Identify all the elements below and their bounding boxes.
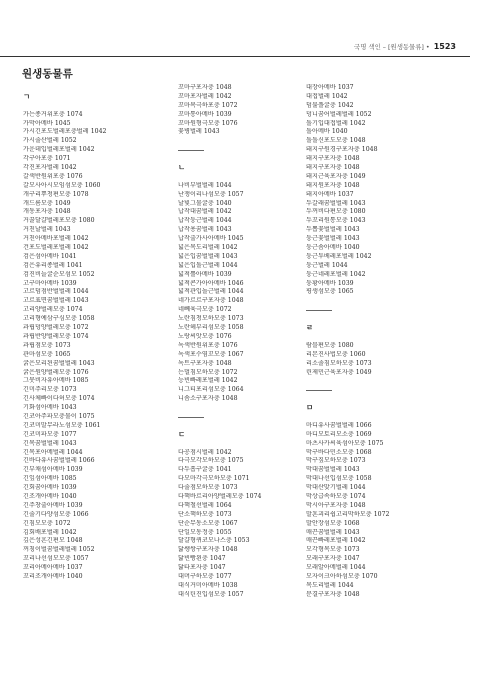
index-entry: 대식거미아메바 1038 [178,581,238,589]
index-entry: 꺼칭이벌꿈벌레벌레 1052 [23,546,95,554]
index-entry: 넓적관입놀근벌레 1044 [178,288,244,296]
index-entry: 다극모각모하모충 1075 [178,457,244,465]
index-entry: 꼬마통아메바 1039 [178,110,232,118]
index-entry: 모래구포자충 1047 [306,555,360,563]
index-entry: 돼지아메바 1037 [306,190,354,198]
index-entry: 막상급속하모충 1074 [306,492,366,500]
index-entry: 돼지구포자충 1048 [306,164,360,172]
index-entry: 대접벌레 1042 [306,92,348,100]
index-entry: 꼬리아메아메바 1037 [23,564,83,572]
index-entry: 긴목포아메벌레 1044 [23,448,83,456]
index-entry: 둥황아메바 1039 [306,279,354,287]
index-entry: 넓적콘가아아메바 1046 [178,279,244,287]
index-entry: 난쟁이리나섬모충 1057 [178,190,244,198]
index-entry: 검은섬아메바 1041 [23,252,77,260]
index-entry: 리소졸침모하모충 1073 [306,359,372,367]
section-letter: ㄹ [306,323,314,333]
section-letter: ㄷ [178,429,186,439]
index-entry: 마츠사카씨육섬아모충 1075 [306,439,384,447]
spacer [178,440,298,449]
spacer [306,377,426,386]
index-entry: 둥근꽃벌벌레 1043 [306,235,360,243]
index-entry: 둥근투베레포벌레 1042 [306,252,372,260]
page-title: 원생동물류 [22,68,73,80]
index-entry: 능빈빠레포벌레 1042 [178,377,238,385]
index-entry: 다핵철선벌레 1064 [178,501,232,509]
index-entry: 과립반양벌레모충 1074 [23,332,89,340]
index-column-3 [306,84,426,600]
index-entry: 거친아메바포벌레 1042 [23,235,89,243]
index-entry: 닮타포자충 1047 [178,564,226,572]
index-entry: 갈모사아시모임섬모충 1060 [23,181,101,189]
index-entry: 긴잎섬아메바 1085 [23,475,77,483]
index-entry: 다모마각극모하모충 1071 [178,475,250,483]
index-entry: 과립점모충 1073 [23,341,71,349]
index-entry: 갈색반원위포충 1076 [23,172,83,180]
index-entry: 덤불플굴충 1042 [306,101,354,109]
index-entry: 대식틴진입섬모충 1057 [178,590,244,598]
index-entry: 납작출가사아메바 1045 [178,235,244,243]
index-entry: 녹색반원위포충 1076 [178,341,238,349]
spacer [178,404,298,413]
index-entry: 람블편모충 1080 [306,341,354,349]
index-entry: 돼지구원경구포자충 1048 [306,146,378,154]
index-entry: 막대산맞기벌레 1044 [306,484,366,492]
index-entry: 고르덤점반벌벌레 1044 [23,288,89,296]
spacer [23,102,143,111]
index-entry: 고리형예삼구심모충 1058 [23,315,95,323]
index-entry: 막대나선입섬모충 1058 [306,475,372,483]
index-entry: 닮쌩쌍구포자충 1048 [178,546,238,554]
index-entry: 긴코미말무라노섬모충 1061 [23,421,101,429]
index-entry: 긴목꿈벌벌레 1043 [23,439,77,447]
index-entry: 는멀침모하모충 1072 [178,368,238,376]
index-entry: 두꼬리원통모충 1043 [306,217,366,225]
index-entry: 과립덩양벌레모충 1072 [23,324,89,332]
index-entry: 검은유리종벌레 1041 [23,261,83,269]
index-entry: 노란침청모하모충 1073 [178,315,244,323]
index-entry: 린제민근육포자충 1049 [306,368,372,376]
index-entry: 노란헤부리섬모충 1058 [178,324,244,332]
spacer [178,173,298,182]
index-entry: 꽃병벌레 1043 [178,128,220,136]
index-entry: 가막아메바 1045 [23,119,71,127]
section-divider [306,306,426,315]
index-entry: 단소핵하모충 1073 [178,510,232,518]
index-entry: 둥근벌레 1044 [306,261,348,269]
index-entry: 다핵바르리아양벌레모충 1074 [178,492,262,500]
index-entry: 꼬마원형극모충 1076 [178,119,238,127]
running-header-text: 국명 색인 – [원생동물류] [354,43,424,51]
index-entry: 두뽑꽃벌벌레 1043 [306,226,360,234]
index-entry: 모래알아메벌레 1044 [306,564,366,572]
index-entry: 각진포자벌레 1042 [23,164,77,172]
spacer [306,315,426,324]
index-entry: 두갈래꿈벌벌레 1043 [306,199,366,207]
index-entry: 꼬리조개아메바 1040 [23,572,83,580]
index-entry: 긴조개아메바 1040 [23,492,77,500]
index-entry: 마디모토리모소충 1069 [306,430,372,438]
index-entry: 꼬마포자벌레 1042 [178,92,232,100]
section-letter: ㅁ [306,403,314,413]
index-entry: 목도리벌레 1044 [306,581,354,589]
index-entry: 넓은입돌근벌레 1044 [178,261,238,269]
index-entry: 매끈빠레포벌레 1042 [306,537,366,545]
index-entry: 김회배포벌레 1042 [23,528,77,536]
index-column-2 [178,84,298,600]
running-header: 국명 색인 – [원생동물류] • 1523 [354,42,456,51]
spacer [178,155,298,164]
index-entry: 니솜소구포자충 1048 [178,395,238,403]
index-entry: 다줄점모하모충 1073 [178,484,238,492]
index-entry: 긴부채섬아메바 1039 [23,466,83,474]
index-entry: 고르표면꿈벌벌레 1043 [23,297,89,305]
header-rule [0,56,470,57]
index-entry: 다두흡구굴충 1041 [178,466,232,474]
index-entry: 굵은모리된꿈벌벌레 1043 [23,359,95,367]
index-entry: 긴코아주파모충물이 1075 [23,412,95,420]
index-entry: 날빛그물굴충 1040 [178,199,232,207]
index-entry: 납작둥근벌레 1044 [178,217,232,225]
index-entry: 막구바다민소모충 1068 [306,448,372,456]
index-entry: 건포도벌레포벌레 1042 [23,244,89,252]
index-entry: 그뭇비자유아메바 1085 [23,377,89,385]
index-entry: 말혼괴리쉽고리막하모충 1072 [306,510,390,518]
index-entry: 막구짚모하모충 1073 [306,457,366,465]
index-entry: 막시아구포자충 1048 [306,501,366,509]
index-entry: 단순무동소모충 1067 [178,519,238,527]
index-entry: 긴코미파모충 1077 [23,430,77,438]
index-entry: 모자이크아하섬모충 1070 [306,572,378,580]
index-entry: 나비부벌벌레 1044 [178,181,232,189]
index-entry: 돼지원포자충 1048 [306,181,360,189]
index-entry: 꼬마복극하포충 1072 [178,101,238,109]
index-entry: 대머구하모충 1077 [178,572,232,580]
index-entry: 넓은입꿈벌벌레 1043 [178,252,238,260]
section-divider [178,413,298,422]
spacer [306,297,426,306]
index-entry: 가는종거위포충 1074 [23,110,83,118]
spacer [306,413,426,422]
index-entry: 대장아메바 1037 [306,84,354,91]
index-entry: 돌아메바 1040 [306,128,348,136]
index-entry: 노랑씨앗모충 1076 [178,332,232,340]
index-entry: 꼬마구포자충 1048 [178,84,232,91]
index-entry: 납작용꿈벌레 1043 [178,226,232,234]
index-entry: 거친날벌레 1043 [23,226,71,234]
index-entry: 가시줄산벌레 1052 [23,137,77,145]
index-entry: 말안장섬모충 1068 [306,519,360,527]
index-entry: 덩니꿈어벌레벌레 1052 [306,110,372,118]
index-entry: 돼지근육포자충 1049 [306,172,366,180]
index-entry: 개동포자충 1048 [23,208,71,216]
index-entry: 둥근네레포벌레 1042 [306,270,366,278]
index-entry: 매끈꿈벌벌레 1043 [306,528,360,536]
spacer [306,395,426,404]
index-entry: 긴회꿈아메바 1039 [23,484,77,492]
index-entry: 닮빈빵왼충 1047 [178,555,226,563]
spacer [178,422,298,431]
index-entry: 막대꿈벌벌레 1043 [306,466,360,474]
spacer [23,84,143,93]
section-divider [178,146,298,155]
index-entry: 다공점시벌레 1042 [178,448,232,456]
index-entry: 긴사체빠이다허모충 1074 [23,395,95,403]
page-number: 1523 [433,42,456,51]
index-entry: 납작대꿈벌레 1042 [178,208,232,216]
index-entry: 문결구포자충 1048 [306,590,360,598]
section-letter: ㄴ [178,163,186,173]
index-entry: 돼지구포자충 1048 [306,155,360,163]
index-entry: 고구마아메바 1039 [23,279,77,287]
index-entry: 네뻬육극모충 1072 [178,306,232,314]
index-entry: 녹색포수염꼬모충 1067 [178,350,244,358]
index-entry: 고리양벌레모충 1074 [23,306,83,314]
index-entry: 긴줄기다양섬모충 1066 [23,510,89,518]
spacer [306,333,426,342]
index-entry: 기화섬아메바 1043 [23,404,77,412]
index-entry: 가운데입벌레포벌레 1042 [23,146,95,154]
index-entry: 가시긴포도벌레포충벌레 1042 [23,128,107,136]
section-divider [306,386,426,395]
index-entry: 돌기입대접벌레 1042 [306,119,366,127]
index-entry: 거꿀달걀벌레포모충 1080 [23,217,95,225]
index-entry: 관마섬모충 1065 [23,350,71,358]
index-entry: 마디유사꿈벌벌레 1066 [306,421,372,429]
index-entry: 깊은성흔긴편모 1048 [23,537,83,545]
index-entry: 긴바다유사꿈벌벌레 1066 [23,457,95,465]
index-entry: 단일모동정충 1055 [178,528,232,536]
index-entry: 녹트구포자충 1048 [178,359,232,367]
spacer [178,137,298,146]
index-entry: 달걀형퀴코모나스충 1053 [178,537,250,545]
index-entry: 검진비늘굴순모섬모 1052 [23,270,95,278]
index-entry: 긴주창출아메바 1039 [23,501,83,509]
index-entry: 리본진사법모충 1060 [306,350,366,358]
index-entry: 개구리뿌청편모충 1078 [23,190,89,198]
index-entry: 개드름모충 1049 [23,199,71,207]
index-entry: 돌돌신포도모충 1048 [306,137,366,145]
index-entry: 평생섬모충 1065 [306,288,354,296]
index-entry: 굵은원양벌레모충 1076 [23,368,89,376]
index-entry: 넓적뿔아메바 1039 [178,270,232,278]
section-letter: ㄱ [23,91,31,101]
index-entry: 긴미주리모충 1073 [23,386,77,394]
index-column-1 [23,84,143,582]
index-entry: 니그티포리섬모충 1064 [178,386,244,394]
index-entry: 각구아포충 1071 [23,155,71,163]
index-entry: 네가르르구포자충 1048 [178,297,244,305]
index-entry: 넓은목도리벌레 1042 [178,244,238,252]
index-entry: 꼬리나선섬모모충 1057 [23,555,89,563]
index-entry: 모각형목모충 1073 [306,546,360,554]
index-entry: 긴침모모충 1072 [23,519,71,527]
index-entry: 두꺼비다편모충 1080 [306,208,366,216]
index-entry: 둥근솜아메바 1040 [306,244,360,252]
